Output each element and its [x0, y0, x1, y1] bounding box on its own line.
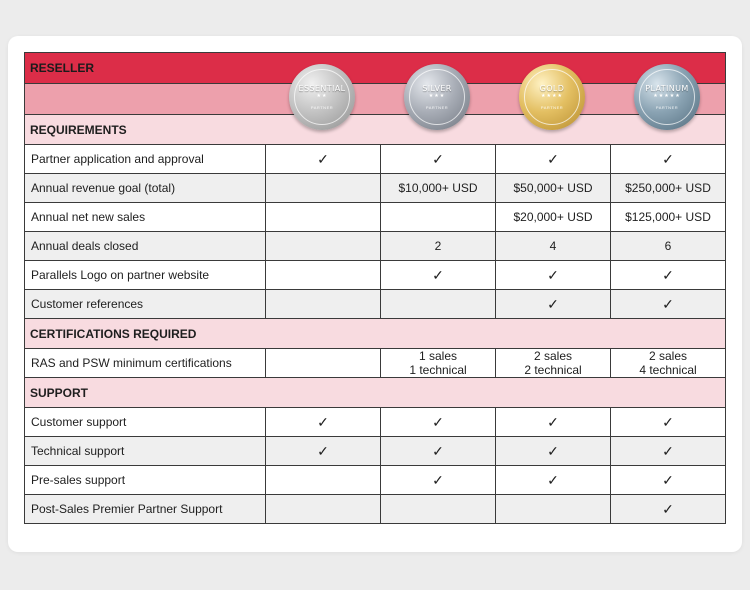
sales-cert-count: 2 sales	[648, 349, 688, 363]
check-icon: ✓	[611, 145, 726, 174]
cell-essential	[266, 203, 381, 232]
check-icon: ✓	[266, 437, 381, 466]
cell-essential	[266, 495, 381, 524]
check-icon: ✓	[496, 408, 611, 437]
table-title: RESELLER	[25, 53, 726, 84]
check-icon: ✓	[381, 437, 496, 466]
badge-name: ESSENTIAL	[298, 84, 346, 93]
table-row	[25, 203, 726, 232]
check-icon: ✓	[266, 408, 381, 437]
cell-platinum	[611, 349, 726, 378]
tier-badge-row	[25, 84, 726, 115]
check-icon: ✓	[496, 437, 611, 466]
row-label: Parallels Logo on partner website	[25, 261, 266, 290]
row-label: Technical support	[25, 437, 266, 466]
cell-silver	[381, 203, 496, 232]
cell-silver: 2	[381, 232, 496, 261]
partner-tier-table	[24, 52, 726, 524]
check-icon: ✓	[611, 466, 726, 495]
row-label: Annual revenue goal (total)	[25, 174, 266, 203]
row-label: Annual deals closed	[25, 232, 266, 261]
table-row	[25, 290, 726, 319]
table-row	[25, 437, 726, 466]
check-icon: ✓	[381, 466, 496, 495]
technical-cert-count: 1 technical	[409, 363, 467, 377]
badge-subtitle: PARTNER	[310, 105, 334, 110]
table-row	[25, 495, 726, 524]
row-label: Post-Sales Premier Partner Support	[25, 495, 266, 524]
cell-gold: $50,000+ USD	[496, 174, 611, 203]
cell-platinum: $250,000+ USD	[611, 174, 726, 203]
check-icon: ✓	[611, 290, 726, 319]
technical-cert-count: 2 technical	[524, 363, 582, 377]
badge-subtitle: PARTNER	[425, 105, 449, 110]
cell-gold	[496, 495, 611, 524]
check-icon: ✓	[496, 466, 611, 495]
badge-name: SILVER	[422, 84, 452, 93]
check-icon: ✓	[496, 261, 611, 290]
cell-silver	[381, 495, 496, 524]
check-icon: ✓	[611, 261, 726, 290]
section-header-support: SUPPORT	[25, 378, 726, 408]
table-row	[25, 408, 726, 437]
table-row	[25, 232, 726, 261]
badge-subtitle: PARTNER	[540, 105, 564, 110]
check-icon: ✓	[496, 290, 611, 319]
badge-stars: ★★★★★	[653, 93, 681, 99]
row-label: Customer support	[25, 408, 266, 437]
table-row	[25, 466, 726, 495]
sales-cert-count: 1 sales	[418, 349, 458, 363]
cell-essential	[266, 349, 381, 378]
row-label: Pre-sales support	[25, 466, 266, 495]
badge-stars: ★★	[316, 93, 328, 99]
cell-platinum: 6	[611, 232, 726, 261]
table-row	[25, 145, 726, 174]
cell-essential	[266, 174, 381, 203]
sales-cert-count: 2 sales	[533, 349, 573, 363]
essential-badge-icon	[289, 64, 355, 130]
row-label: Annual net new sales	[25, 203, 266, 232]
table-row	[25, 174, 726, 203]
cell-gold	[496, 349, 611, 378]
badge-stars: ★★★★	[541, 93, 563, 99]
cell-gold: $20,000+ USD	[496, 203, 611, 232]
platinum-badge-icon	[634, 64, 700, 130]
table-row	[25, 261, 726, 290]
check-icon: ✓	[381, 408, 496, 437]
check-icon: ✓	[381, 145, 496, 174]
row-label: RAS and PSW minimum certifications	[25, 349, 266, 378]
badge-subtitle: PARTNER	[655, 105, 679, 110]
cell-essential	[266, 290, 381, 319]
section-header-certifications: CERTIFICATIONS REQUIRED	[25, 319, 726, 349]
section-header-requirements: REQUIREMENTS	[25, 115, 726, 145]
table-row	[25, 349, 726, 378]
cell-gold: 4	[496, 232, 611, 261]
cell-essential	[266, 261, 381, 290]
table-title-row	[25, 53, 726, 84]
cell-silver	[381, 290, 496, 319]
check-icon: ✓	[611, 495, 726, 524]
cell-essential	[266, 466, 381, 495]
badge-name: GOLD	[539, 84, 565, 93]
cell-essential	[266, 232, 381, 261]
cell-silver	[381, 349, 496, 378]
check-icon: ✓	[266, 145, 381, 174]
cell-silver: $10,000+ USD	[381, 174, 496, 203]
silver-badge-icon	[404, 64, 470, 130]
row-label: Customer references	[25, 290, 266, 319]
gold-badge-icon	[519, 64, 585, 130]
badge-stars: ★★★	[428, 93, 446, 99]
check-icon: ✓	[611, 408, 726, 437]
row-label: Partner application and approval	[25, 145, 266, 174]
check-icon: ✓	[611, 437, 726, 466]
check-icon: ✓	[381, 261, 496, 290]
technical-cert-count: 4 technical	[639, 363, 697, 377]
cell-platinum: $125,000+ USD	[611, 203, 726, 232]
check-icon: ✓	[496, 145, 611, 174]
badge-name: PLATINUM	[645, 84, 689, 93]
